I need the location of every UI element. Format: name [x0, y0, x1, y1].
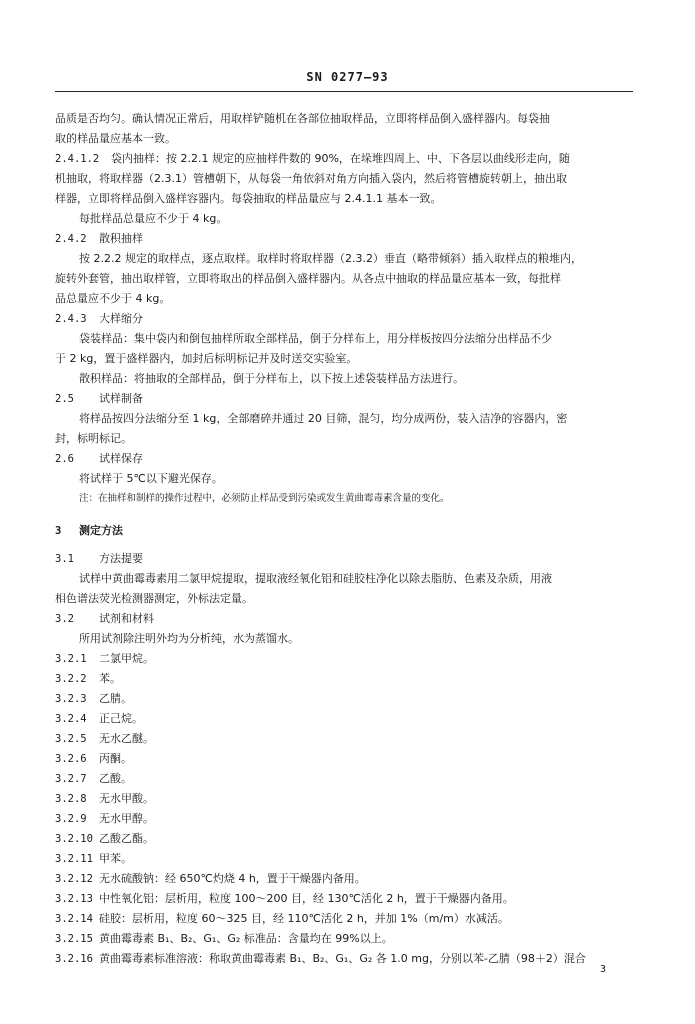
clause-number: 2.6	[55, 453, 74, 465]
clause-number: 3.2.5	[55, 733, 87, 745]
text-line: 品质是否均匀。确认情况正常后，用取样铲随机在各部位抽取样品，立即将样品倒入盛样器内。每袋抽	[55, 112, 550, 125]
clause-number: 3.1	[55, 553, 74, 565]
clause-number: 3.2.1	[55, 653, 87, 665]
clause-number: 2.4.2	[55, 233, 87, 245]
clause-number: 3.2.11	[55, 853, 93, 865]
clause-line: 2.6 试样保存	[55, 452, 143, 465]
section-heading: 3 测定方法	[55, 524, 123, 537]
text-line: 按 2.2.2 规定的取样点，逐点取样。取样时将取样器（2.3.2）垂直（略带倾斜）插入取样点的粮堆内，	[79, 252, 582, 265]
clause-number: 3.2.3	[55, 693, 87, 705]
clause-number: 3.2.12	[55, 873, 93, 885]
clause-number: 2.4.1.2	[55, 153, 100, 165]
text-line: 封，标明标记。	[55, 432, 132, 445]
clause-number: 2.5	[55, 393, 74, 405]
text-line: 取的样品量应基本一致。	[55, 132, 176, 145]
clause-number: 3.2.14	[55, 913, 93, 925]
text-line: 品总量应不少于 4 kg。	[55, 292, 171, 305]
clause-number: 3.2.8	[55, 793, 87, 805]
clause-line: 2.4.3 大样缩分	[55, 312, 143, 325]
clause-number: 3.2.15	[55, 933, 93, 945]
clause-line: 3.1 方法提要	[55, 552, 143, 565]
text-line: 每批样品总量应不少于 4 kg。	[79, 212, 228, 225]
clause-number: 3.2.7	[55, 773, 87, 785]
text-line: 所用试剂除注明外均为分析纯，水为蒸馏水。	[79, 632, 299, 645]
standard-code-header: SN 0277—93	[306, 70, 389, 84]
clause-line: 3.2.3 乙腈。	[55, 692, 132, 705]
clause-number: 2.4.3	[55, 313, 87, 325]
clause-line: 3.2.9 无水甲醇。	[55, 812, 154, 825]
text-line: 散积样品：将抽取的全部样品，倒于分样布上，以下按上述袋装样品方法进行。	[79, 372, 464, 385]
clause-line: 2.4.1.2 袋内抽样：按 2.2.1 规定的应抽样件数的 90%，在垛堆四周上、中、下各层以曲线形走向，随	[55, 152, 570, 165]
clause-number: 3.2.10	[55, 833, 93, 845]
text-line: 于 2 kg，置于盛样器内，加封后标明标记并及时送交实验室。	[55, 352, 358, 365]
section-number: 3	[55, 525, 62, 537]
text-line: 试样中黄曲霉毒素用二氯甲烷提取，提取液经氧化铝和硅胶柱净化以除去脂肪、色素及杂质，用液	[79, 572, 552, 585]
text-line: 将试样于 5℃以下避光保存。	[79, 472, 223, 485]
clause-line: 2.4.2 散积抽样	[55, 232, 143, 245]
clause-number: 3.2.4	[55, 713, 87, 725]
text-line: 旋转外套管，抽出取样管，立即将取出的样品倒入盛样器内。从各点中抽取的样品量应基本一致，每批样	[55, 272, 561, 285]
clause-line: 3.2.7 乙酸。	[55, 772, 132, 785]
clause-number: 3.2.2	[55, 673, 87, 685]
clause-line: 3.2.16 黄曲霉毒素标准溶液：称取黄曲霉毒素 B₁、B₂、G₁、G₂ 各 1.0 mg，分别以苯-乙腈（98＋2）混合	[55, 952, 586, 965]
clause-line: 2.5 试样制备	[55, 392, 143, 405]
clause-line: 3.2.11 甲苯。	[55, 852, 132, 865]
clause-line: 3.2 试剂和材料	[55, 612, 154, 625]
clause-line: 3.2.1 二氯甲烷。	[55, 652, 154, 665]
text-line: 相色谱法荧光检测器测定，外标法定量。	[55, 592, 253, 605]
clause-line: 3.2.14 硅胶：层析用，粒度 60～325 目，经 110℃活化 2 h，并加 1%（m/m）水减活。	[55, 912, 509, 925]
clause-line: 3.2.12 无水硫酸钠：经 650℃灼烧 4 h，置于干燥器内备用。	[55, 872, 366, 885]
text-line: 样器，立即将样品倒入盛样容器内。每袋抽取的样品量应与 2.4.1.1 基本一致。	[55, 192, 442, 205]
clause-line: 3.2.2 苯。	[55, 672, 121, 685]
text-line: 将样品按四分法缩分至 1 kg，全部磨碎并通过 20 目筛，混匀，均分成两份，装入洁净的容器内，密	[79, 412, 568, 425]
clause-number: 3.2.6	[55, 753, 87, 765]
clause-number: 3.2	[55, 613, 74, 625]
clause-line: 3.2.6 丙酮。	[55, 752, 132, 765]
page-number: 3	[600, 964, 607, 975]
clause-line: 3.2.4 正己烷。	[55, 712, 143, 725]
text-line: 机抽取，将取样器（2.3.1）管槽朝下，从每袋一角依斜对角方向插入袋内，然后将管槽旋转朝上，抽出取	[55, 172, 567, 185]
clause-line: 3.2.8 无水甲酸。	[55, 792, 154, 805]
clause-line: 3.2.10 乙酸乙酯。	[55, 832, 154, 845]
clause-number: 3.2.13	[55, 893, 93, 905]
text-line: 袋装样品：集中袋内和倒包抽样所取全部样品，倒于分样布上，用分样板按四分法缩分出样品不少	[79, 332, 552, 345]
header-rule	[55, 91, 633, 92]
clause-number: 3.2.16	[55, 953, 93, 965]
note-line: 注：在抽样和制样的操作过程中，必须防止样品受到污染或发生黄曲霉毒素含量的变化。	[79, 493, 450, 504]
clause-line: 3.2.15 黄曲霉毒素 B₁、B₂、G₁、G₂ 标准品：含量均在 99%以上。	[55, 932, 393, 945]
clause-number: 3.2.9	[55, 813, 87, 825]
clause-line: 3.2.5 无水乙醚。	[55, 732, 154, 745]
clause-line: 3.2.13 中性氧化铝：层析用，粒度 100～200 目，经 130℃活化 2 h，置于干燥器内备用。	[55, 892, 514, 905]
